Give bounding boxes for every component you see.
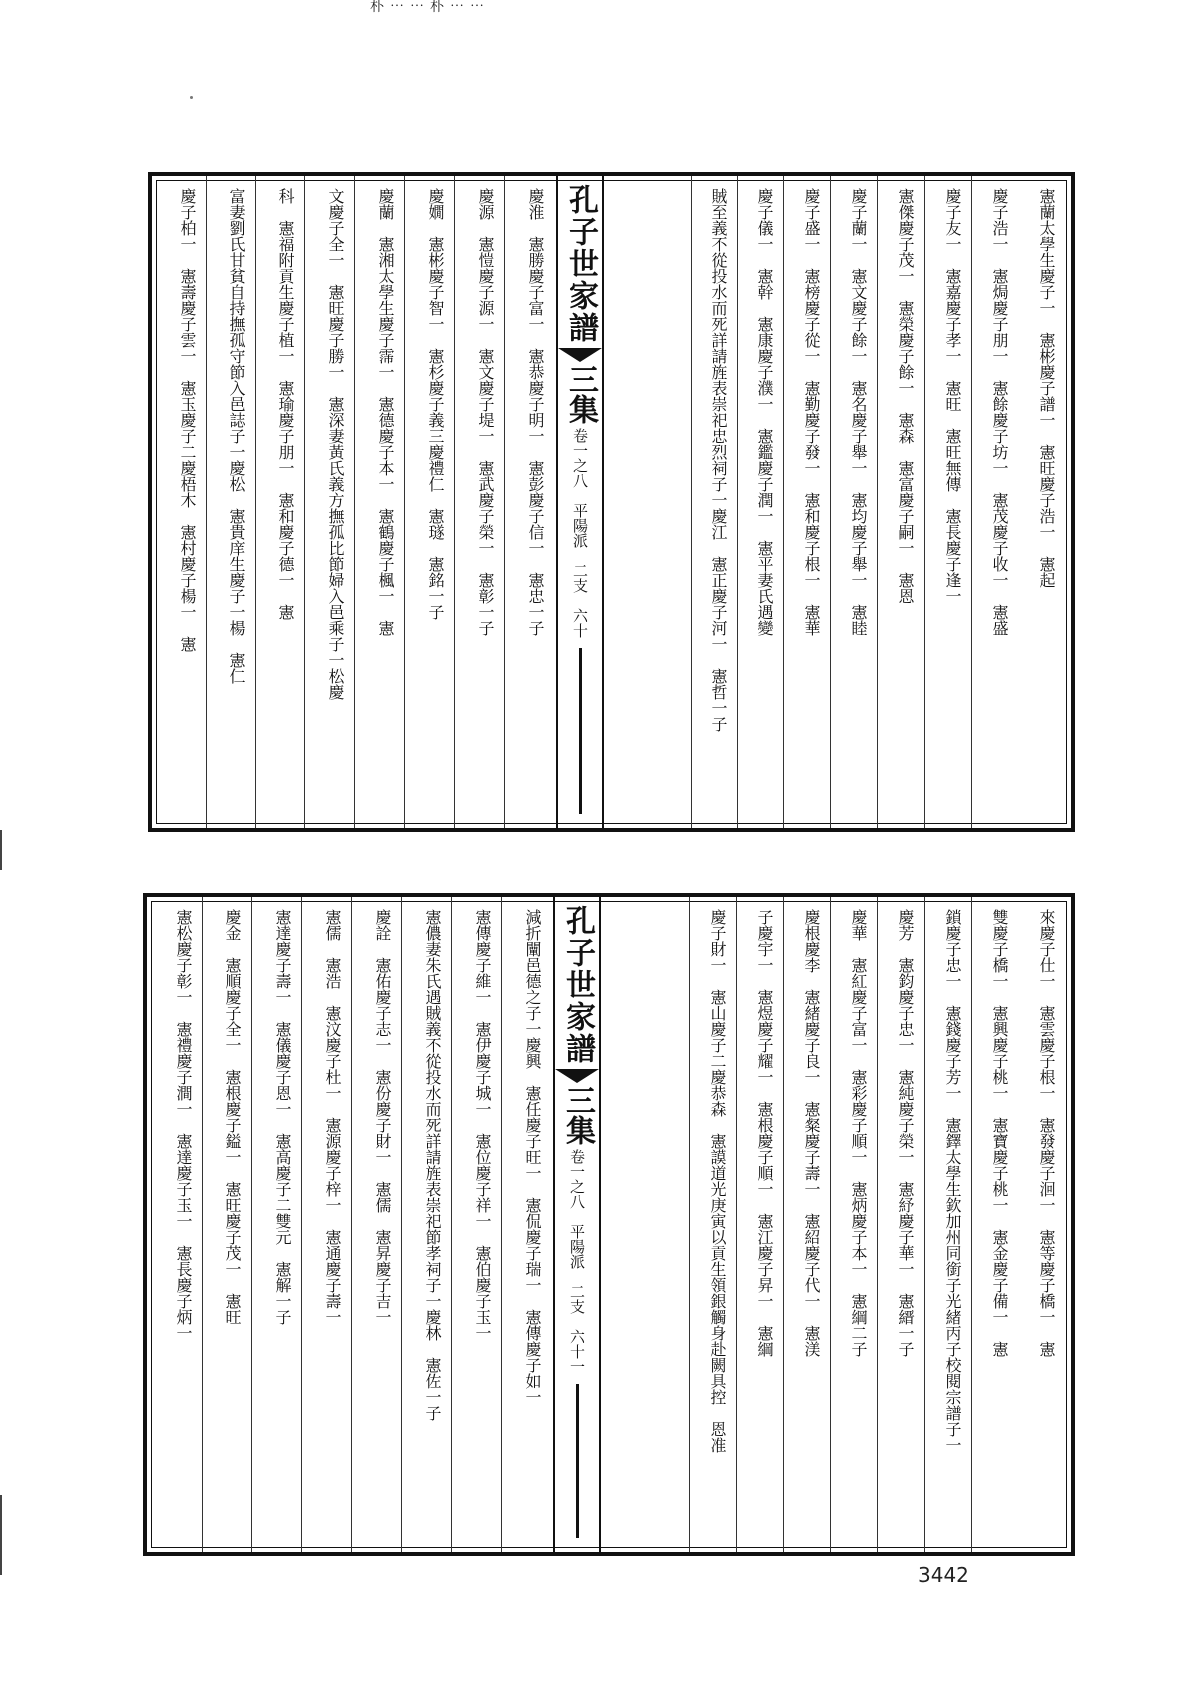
left-column-block <box>153 897 551 1552</box>
speck-mark <box>190 96 193 99</box>
text-column: 慶蘭 憲湘太學生慶子霈一 憲德慶子本一 憲鶴慶子楓一 憲 <box>354 176 404 828</box>
text-column: 慶子浩一 憲焗慶子朋一 憲餘慶子坊一 憲茂慶子收一 憲盛 <box>971 176 1018 828</box>
section-label: 卷一之八 平陽派 二支 六十 <box>571 428 589 638</box>
heading-rule <box>579 648 582 814</box>
page-number: 3442 <box>918 1563 969 1587</box>
text-column: 減折闡邑德之子一慶興 憲任慶子旺一 憲侃慶子瑞一 憲傳慶子如一 <box>501 897 551 1552</box>
fishtail-mark <box>558 348 602 362</box>
text-column: 慶子友一 憲嘉慶子孝一 憲旺 憲旺無傳 憲長慶子逢一 <box>924 176 971 828</box>
text-column: 慶根慶李 憲緒慶子良一 憲粲慶子壽一 憲紹慶子代一 憲渼 <box>783 897 830 1552</box>
text-column: 慶淮 憲勝慶子富一 憲恭慶子明一 憲彭慶子信一 憲忠一子 <box>504 176 554 828</box>
left-column-block <box>158 176 554 828</box>
genealogy-page-bottom <box>143 893 1075 1556</box>
book-title: 孔子世家譜 <box>563 184 598 344</box>
text-column: 鎖慶子忠一 憲錢慶子芳一 憲鐸太學生欽加州同銜子光緒丙子校閱宗譜子一 <box>924 897 971 1552</box>
section-label: 卷一之八 平陽派 二支 六十一 <box>568 1149 586 1374</box>
fishtail-mark <box>555 1069 599 1083</box>
heading-rule <box>576 1384 579 1538</box>
text-column: 慶子財一 憲山慶子二慶恭森 憲謨道光庚寅以貢生領銀觸身赴闕具控 恩准 <box>689 897 736 1552</box>
text-column: 文慶子全一 憲旺慶子勝一 憲深妻黃氏義方撫孤比節婦入邑乘子一松慶 <box>304 176 354 828</box>
volume-label: 三集 <box>560 1085 595 1145</box>
text-column: 慶華 憲紅慶子富一 憲彩慶子順一 憲炳慶子本一 憲綱二子 <box>830 897 877 1552</box>
text-column: 憲傳慶子維一 憲伊慶子城一 憲位慶子祥一 憲伯慶子玉一 <box>451 897 501 1552</box>
page-heading <box>553 897 601 1552</box>
text-column: 雙慶子橋一 憲興慶子桃一 憲寶慶子桃一 憲金慶子備一 憲 <box>971 897 1018 1552</box>
text-column: 慶子蘭一 憲文慶子餘一 憲名慶子舉一 憲均慶子舉一 憲睦 <box>830 176 877 828</box>
text-column: 來慶子仕一 憲雲慶子根一 憲發慶子洄一 憲等慶子橋一 憲 <box>1037 909 1056 1357</box>
left-margin-mark <box>0 1495 2 1575</box>
text-column: 慶源 憲愷慶子源一 憲文慶子堤一 憲武慶子榮一 憲彰一子 <box>454 176 504 828</box>
right-column-block <box>691 176 1065 828</box>
text-column: 憲松慶子彰一 憲禮慶子澗一 憲達慶子玉一 憲長慶子炳一 <box>174 909 193 1341</box>
volume-label: 三集 <box>563 364 598 424</box>
text-column: 慶子儀一 憲幹 憲康慶子濮一 憲鑑慶子潤一 憲平妻氏遇變 <box>737 176 783 828</box>
text-column: 慶詮 憲佑慶子志一 憲份慶子財一 憲儒 憲昇慶子吉一 <box>351 897 401 1552</box>
text-column: 慶金 憲順慶子全一 憲根慶子鎰一 憲旺慶子茂一 憲旺 <box>202 897 251 1552</box>
text-column: 憲儂妻朱氏遇賊義不從投水而死詳請旌表崇祀節孝祠子一慶林 憲佐一子 <box>401 897 451 1552</box>
text-column: 憲傑慶子茂一 憲榮慶子餘一 憲森 憲富慶子嗣一 憲恩 <box>877 176 924 828</box>
genealogy-page-top <box>148 172 1075 832</box>
book-title: 孔子世家譜 <box>560 905 595 1065</box>
page-heading <box>556 176 604 828</box>
text-column: 憲蘭太學生慶子一 憲彬慶子譜一 憲旺慶子浩一 憲起 <box>1037 188 1056 588</box>
text-column: 富妻劉氏甘貧自持撫孤守節入邑誌子一慶松 憲貴庠生慶子一楊 憲仁 <box>206 176 255 828</box>
text-column: 慶子盛一 憲榜慶子從一 憲勤慶子發一 憲和慶子根一 憲華 <box>783 176 830 828</box>
text-column: 慶嫺 憲彬慶子智一 憲杉慶子義三慶禮仁 憲璲 憲銘一子 <box>404 176 454 828</box>
text-column: 憲儒 憲浩 憲汶慶子杜一 憲源慶子梓一 憲通慶子壽一 <box>301 897 351 1552</box>
text-column: 憲達慶子壽一 憲儀慶子恩一 憲高慶子二雙元 憲解一子 <box>251 897 301 1552</box>
text-column: 慶子柏一 憲壽慶子雲一 憲玉慶子二慶梧木 憲村慶子楊一 憲 <box>178 188 197 652</box>
right-column-block <box>689 897 1065 1552</box>
text-column: 子慶宇一 憲煜慶子耀一 憲根慶子順一 憲江慶子昇一 憲綱 <box>736 897 783 1552</box>
page-header-fragment: 朴⋯⋯朴⋯⋯ <box>370 0 490 14</box>
text-column: 科 憲福附貢生慶子植一 憲瑜慶子朋一 憲和慶子德一 憲 <box>255 176 304 828</box>
text-column: 賊至義不從投水而死詳請旌表崇祀忠烈祠子一慶江 憲正慶子河一 憲哲一子 <box>691 176 737 828</box>
left-margin-mark <box>0 830 2 870</box>
text-column: 慶芳 憲鈞慶子忠一 憲純慶子榮一 憲紓慶子華一 憲縉一子 <box>877 897 924 1552</box>
